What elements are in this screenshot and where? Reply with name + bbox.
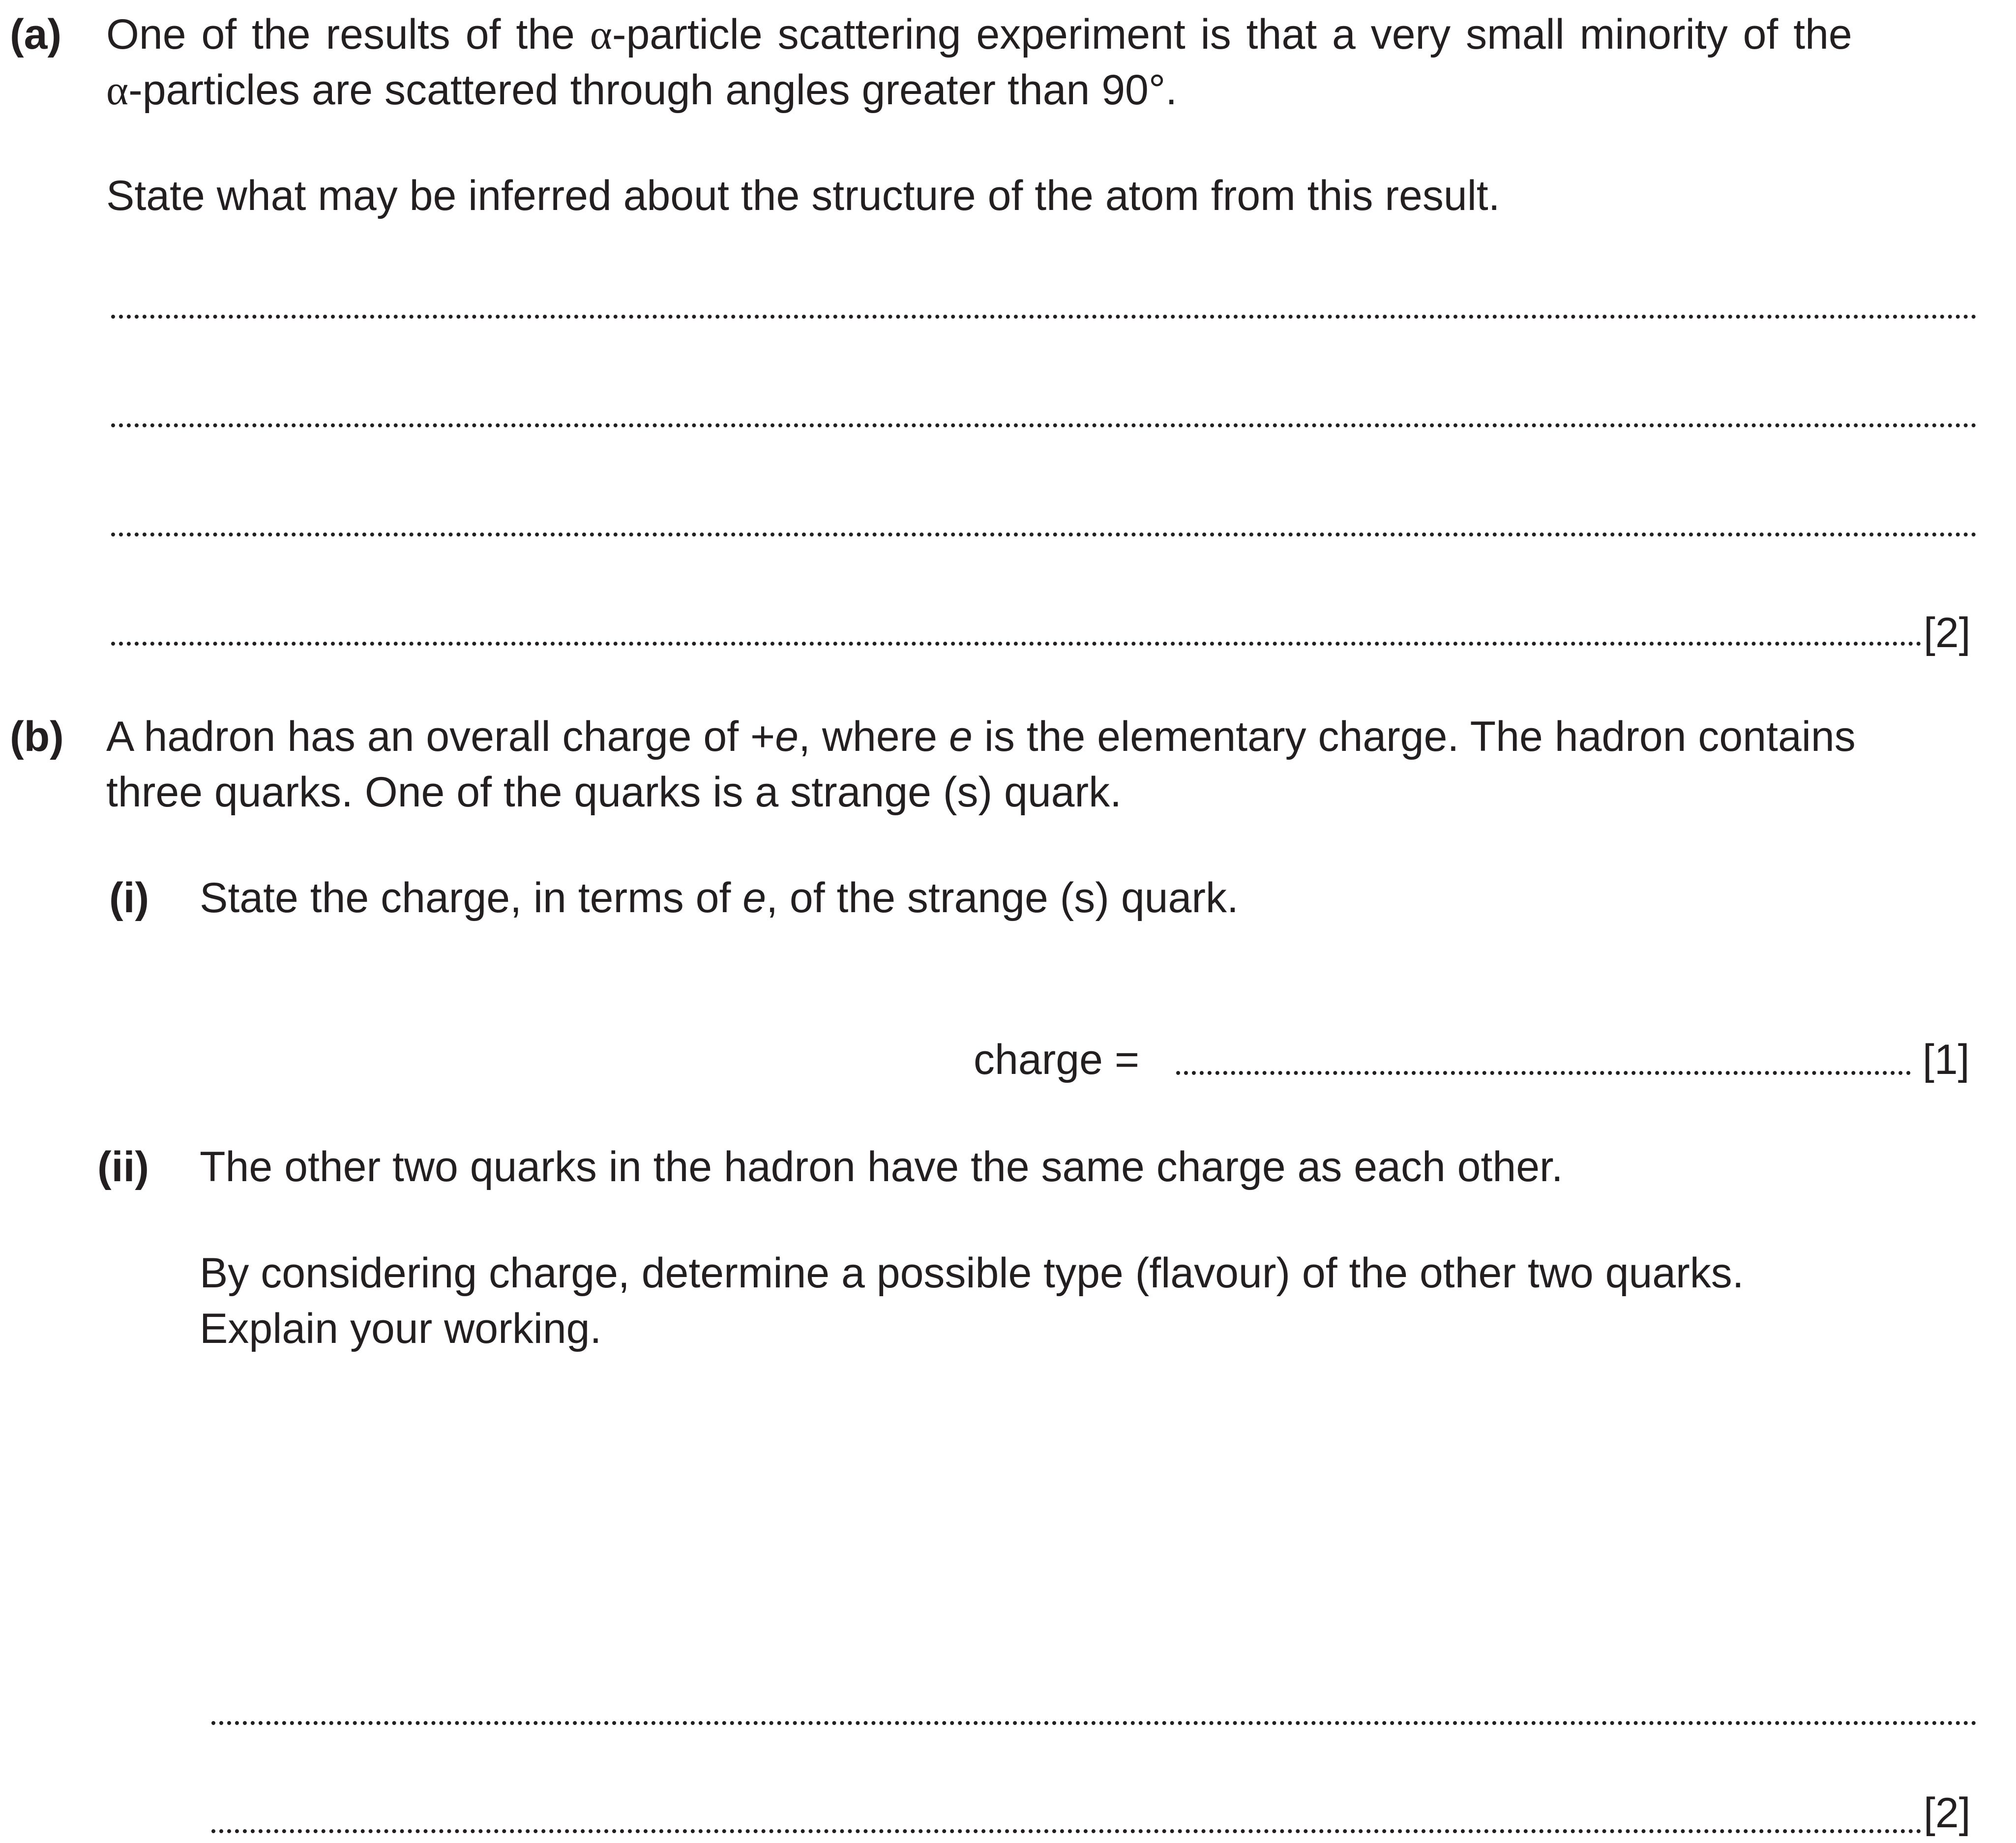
part-a-instruction: State what may be inferred about the structure of the atom from this result.: [106, 172, 1500, 219]
part-b-i-marks: [1]: [1923, 1036, 1970, 1083]
answer-line-b-ii-1[interactable]: [211, 1721, 1977, 1725]
part-b-stem-line-2: three quarks. One of the quarks is a strange (s) quark.: [106, 769, 1122, 816]
part-b-ii-text-1: The other two quarks in the hadron have the same charge as each other.: [200, 1143, 1563, 1190]
alpha-symbol: α: [590, 11, 612, 58]
part-b-ii-text-3: Explain your working.: [200, 1305, 602, 1352]
part-b-ii-label: (ii): [97, 1143, 149, 1190]
part-a-stem-line-1: One of the results of the α-particle scattering experiment is that a very small minority of the: [106, 11, 1852, 58]
answer-line-b-ii-2[interactable]: [211, 1829, 1922, 1833]
part-b-stem-line-1: A hadron has an overall charge of +e, where e is the elementary charge. The hadron contains: [106, 713, 1856, 760]
part-b-i-question: State the charge, in terms of e, of the strange (s) quark.: [200, 874, 1239, 922]
answer-line-a-2[interactable]: [111, 423, 1977, 427]
part-b-ii-text-2: By considering charge, determine a possible type (flavour) of the other two quarks.: [200, 1249, 1744, 1297]
part-b-ii-marks: [2]: [1924, 1789, 1971, 1837]
answer-line-a-4[interactable]: [111, 642, 1922, 646]
part-a-label: (a): [10, 11, 62, 58]
part-a-stem-line-2: α-particles are scattered through angles greater than 90°.: [106, 66, 1178, 114]
answer-line-a-1[interactable]: [111, 315, 1977, 319]
alpha-symbol: α: [106, 66, 129, 114]
answer-line-a-3[interactable]: [111, 533, 1977, 536]
part-b-label: (b): [10, 713, 64, 760]
part-b-i-label: (i): [109, 874, 149, 922]
charge-answer-line[interactable]: [1176, 1071, 1911, 1075]
charge-answer-label: charge =: [974, 1036, 1140, 1083]
part-a-marks: [2]: [1924, 609, 1971, 656]
